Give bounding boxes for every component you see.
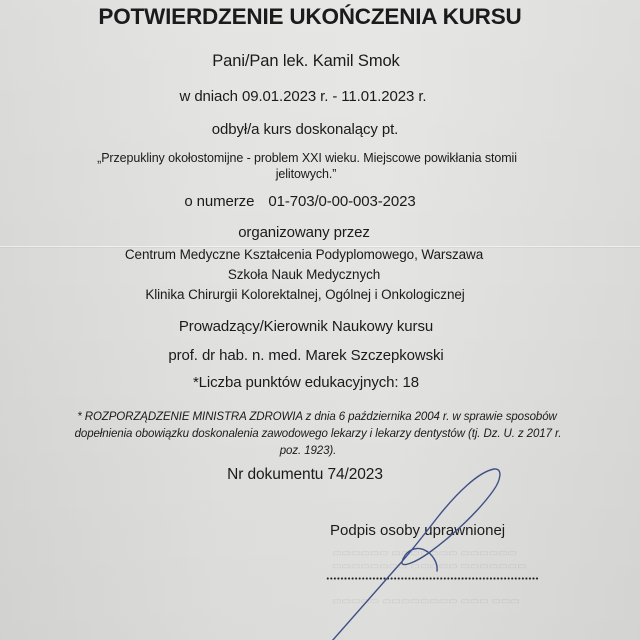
reverse-side-show-through: ▭▭▭▭▭▭▭▭ ▭▭▭▭▭ ▭▭▭▭▭▭▭	[332, 561, 527, 572]
organizer-3: Klinika Chirurgii Kolorektalnej, Ogólnej i Onkologicznej	[145, 287, 465, 302]
document-number: Nr dokumentu 74/2023	[227, 466, 383, 483]
document-title: POTWIERDZENIE UKOŃCZENIA KURSU	[98, 4, 522, 29]
lead-label: Prowadzący/Kierownik Naukowy kursu	[178, 318, 434, 335]
footnote-line-1: * ROZPORZĄDZENIE MINISTRA ZDROWIA z dnia 6 października 2004 r. w sprawie sposobów	[77, 411, 557, 423]
organized-by-label: organizowany przez	[238, 224, 370, 241]
course-number-label: o numerze	[184, 193, 255, 210]
organizer-2: Szkoła Nauk Medycznych	[227, 267, 381, 282]
signature-dotted-line	[326, 577, 538, 580]
course-title-line-1: „Przepukliny okołostomijne - problem XXI wieku. Miejscowe powikłania stomii	[97, 151, 517, 165]
organizer-1: Centrum Medyczne Kształcenia Podyplomowego, Warszawa	[124, 247, 484, 262]
attended-statement: odbył/a kurs doskonalący pt.	[211, 121, 399, 138]
course-title-line-2: jelitowych.”	[275, 167, 337, 181]
reverse-side-show-through: ▭▭▭▭▭▭ ▭▭▭▭▭▭▭ ▭▭▭▭▭▭	[332, 548, 518, 559]
signature-label: Podpis osoby uprawnionej	[330, 522, 506, 539]
course-number-row	[0, 193, 620, 210]
footnote-line-3: poz. 1923).	[279, 445, 337, 457]
course-dates: w dniach 09.01.2023 r. - 11.01.2023 r.	[179, 88, 427, 105]
footnote-line-2: dopełnienia obowiązku doskonalenia zawodowego lekarzy i lekarzy dentystów (tj. Dz. U. z 2017 r.	[74, 428, 562, 440]
reverse-side-show-through: ▭▭▭▭▭ ▭▭▭▭▭▭▭▭ ▭▭▭ ▭▭▭	[332, 596, 520, 607]
education-points: *Liczba punktów edukacyjnych: 18	[192, 374, 420, 391]
lead-name: prof. dr hab. n. med. Marek Szczepkowski	[168, 347, 444, 364]
course-number: 01-703/0-00-003-2023	[268, 193, 416, 210]
recipient-name: Pani/Pan lek. Kamil Smok	[212, 52, 400, 70]
